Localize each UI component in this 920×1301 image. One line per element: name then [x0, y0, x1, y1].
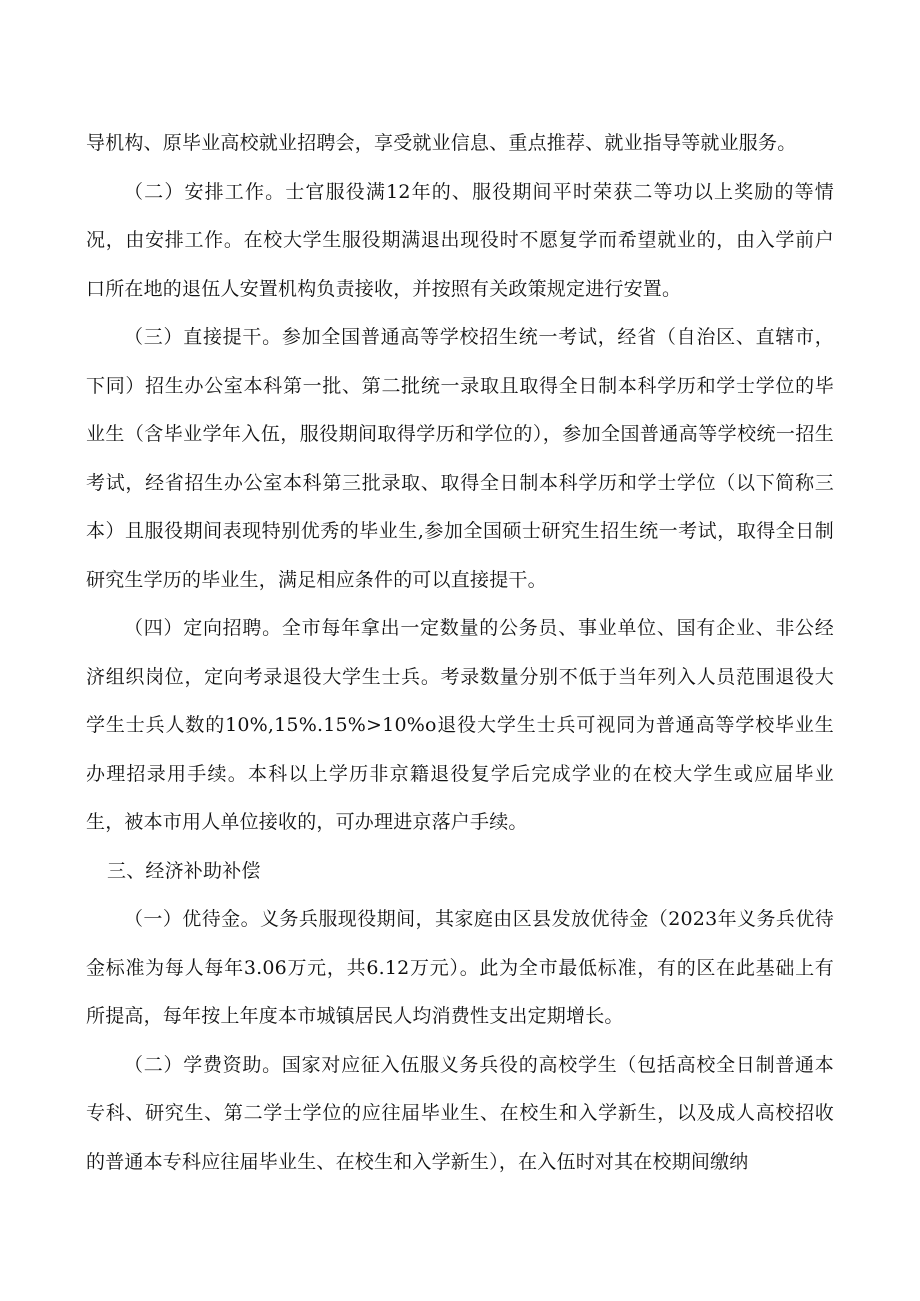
section-heading-economic-subsidy: 三、经济补助补偿 [107, 859, 261, 882]
paragraph-tuition-aid: （二）学费资助。国家对应征入伍服义务兵役的高校学生（包括高校全日制普通本专科、研究生、第二学士学位的应往届毕业生、在校生和入学新生，以及成人高校招收的普通本专科应往届毕业生、在校生和入学新生），在入伍时对其在校期间缴纳 [86, 1053, 834, 1173]
paragraph-job-arrangement: （二）安排工作。士官服役满12年的、服役期间平时荣获二等功以上奖励的等情况，由安排工作。在校大学生服役期满退出现役时不愿复学而希望就业的，由入学前户口所在地的退伍人安置机构负责接收，并按照有关政策规定进行安置。 [86, 180, 834, 300]
paragraph-targeted-recruitment: （四）定向招聘。全市每年拿出一定数量的公务员、事业单位、国有企业、非公经济组织岗位，定向考录退役大学生士兵。考录数量分别不低于当年列入人员范围退役大学生士兵人数的10%,15%.15%>10%o退役大学生士兵可视同为普通高等学校毕业生办理招录用手续。本科以上学历非京籍退役复学后完成学业的在校大学生或应届毕业生，被本市用人单位接收的，可办理进京落户手续。 [86, 617, 834, 833]
document-body [86, 119, 834, 1186]
paragraph-preferential-allowance: （一）优待金。义务兵服现役期间，其家庭由区县发放优待金（2023年义务兵优待金标准为每人每年3.06万元，共6.12万元）。此为全市最低标准，有的区在此基础上有所提高，每年按上年度本市城镇居民人均消费性支出定期增长。 [86, 908, 834, 1027]
paragraph-employment-services: 导机构、原毕业高校就业招聘会，享受就业信息、重点推荐、就业指导等就业服务。 [86, 132, 797, 154]
paragraph-direct-promotion: （三）直接提干。参加全国普通高等学校招生统一考试，经省（自治区、直辖市，下同）招生办公室本科第一批、第二批统一录取且取得全日制本科学历和学士学位的毕业生（含毕业学年入伍，服役期间取得学历和学位的），参加全国普通高等学校统一招生考试，经省招生办公室本科第三批录取、取得全日制本科学历和学士学位（以下简称三本）且服役期间表现特别优秀的毕业生,参加全国硕士研究生招生统一考试，取得全日制研究生学历的毕业生，满足相应条件的可以直接提干。 [86, 326, 834, 591]
